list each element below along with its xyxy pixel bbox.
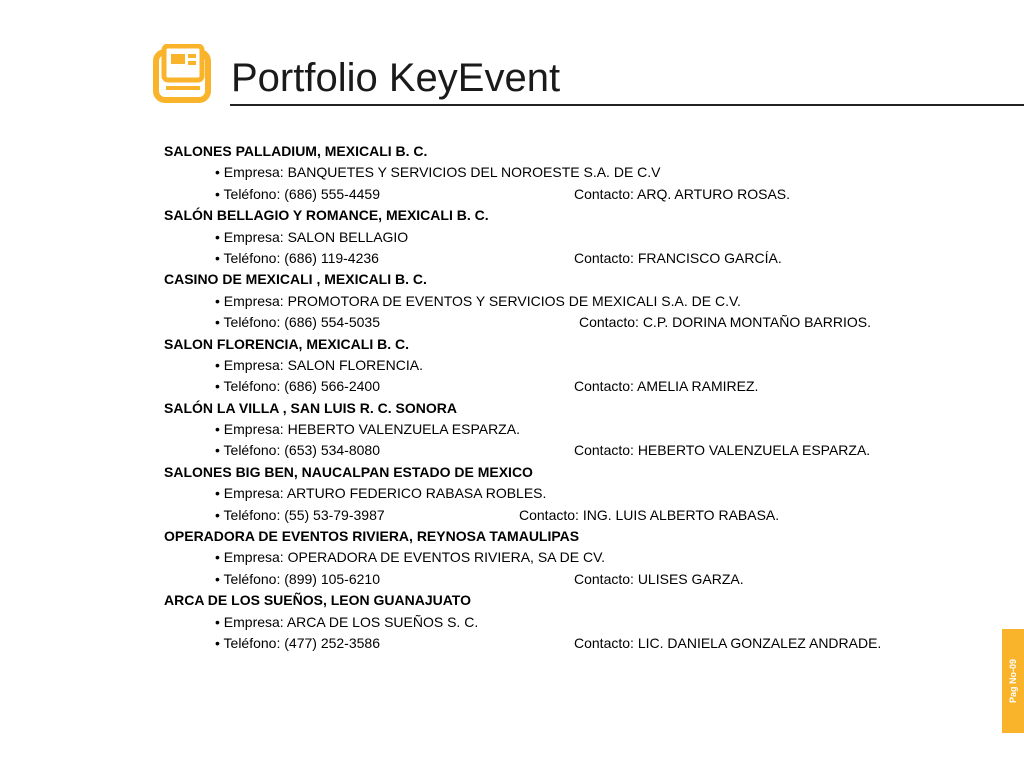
venue-empresa: • Empresa: BANQUETES Y SERVICIOS DEL NOROESTE S.A. DE C.V bbox=[215, 164, 661, 181]
venue-telefono bbox=[164, 569, 964, 590]
telefono-text: • Teléfono: (55) 53-79-3987 bbox=[215, 506, 385, 523]
venue-telefono bbox=[164, 505, 964, 526]
telefono-text: • Teléfono: (653) 534-8080 bbox=[215, 442, 380, 459]
venue-empresa: • Empresa: SALON BELLAGIO bbox=[215, 228, 409, 245]
venue-telefono bbox=[164, 633, 964, 654]
venue-telefono bbox=[164, 376, 964, 397]
telefono-text: • Teléfono: (686) 119-4236 bbox=[215, 249, 379, 266]
venue-entry bbox=[164, 334, 964, 398]
venue-empresa: • Empresa: ARCA DE LOS SUEÑOS S. C. bbox=[215, 613, 479, 630]
contacto-text: Contacto: FRANCISCO GARCÍA. bbox=[574, 249, 782, 266]
telefono-text: • Teléfono: (477) 252-3586 bbox=[215, 634, 380, 651]
venue-list bbox=[164, 141, 964, 654]
contacto-text: Contacto: ULISES GARZA. bbox=[574, 570, 744, 587]
venue-name: CASINO DE MEXICALI , MEXICALI B. C. bbox=[164, 271, 427, 288]
venue-empresa: • Empresa: OPERADORA DE EVENTOS RIVIERA, SA DE CV. bbox=[215, 549, 606, 566]
title-divider bbox=[230, 104, 1024, 106]
venue-empresa: • Empresa: PROMOTORA DE EVENTOS Y SERVICIOS DE MEXICALI S.A. DE C.V. bbox=[215, 292, 741, 309]
contacto-text: Contacto: AMELIA RAMIREZ. bbox=[574, 378, 759, 395]
venue-name: ARCA DE LOS SUEÑOS, LEON GUANAJUATO bbox=[164, 592, 471, 609]
contacto-text: Contacto: ING. LUIS ALBERTO RABASA. bbox=[519, 506, 780, 523]
venue-name: SALONES PALLADIUM, MEXICALI B. C. bbox=[164, 143, 428, 159]
contacto-text: Contacto: LIC. DANIELA GONZALEZ ANDRADE. bbox=[574, 634, 882, 651]
page-title: Portfolio KeyEvent bbox=[231, 56, 561, 100]
venue-entry bbox=[164, 141, 964, 205]
venue-empresa: • Empresa: SALON FLORENCIA. bbox=[215, 356, 423, 373]
telefono-text: • Teléfono: (686) 555-4459 bbox=[215, 185, 380, 202]
venue-name: SALON FLORENCIA, MEXICALI B. C. bbox=[164, 335, 409, 352]
contacto-text: Contacto: C.P. DORINA MONTAÑO BARRIOS. bbox=[579, 314, 871, 331]
venue-entry bbox=[164, 205, 964, 269]
venue-entry bbox=[164, 526, 964, 590]
venue-telefono bbox=[164, 184, 964, 205]
venue-name: OPERADORA DE EVENTOS RIVIERA, REYNOSA TAMAULIPAS bbox=[164, 528, 580, 545]
venue-name: SALONES BIG BEN, NAUCALPAN ESTADO DE MEXICO bbox=[164, 463, 533, 480]
venue-telefono bbox=[164, 312, 964, 333]
venue-empresa: • Empresa: HEBERTO VALENZUELA ESPARZA. bbox=[215, 421, 520, 438]
telefono-text: • Teléfono: (686) 554-5035 bbox=[215, 314, 380, 331]
contacto-text: Contacto: ARQ. ARTURO ROSAS. bbox=[574, 185, 791, 202]
venue-entry bbox=[164, 590, 964, 654]
venue-entry bbox=[164, 269, 964, 333]
page-number-label: Pag No-09 bbox=[1008, 658, 1018, 704]
newspaper-icon bbox=[150, 44, 216, 106]
telefono-text: • Teléfono: (686) 566-2400 bbox=[215, 378, 380, 395]
telefono-text: • Teléfono: (899) 105-6210 bbox=[215, 570, 380, 587]
venue-entry bbox=[164, 398, 964, 462]
venue-telefono bbox=[164, 440, 964, 461]
venue-name: SALÓN LA VILLA , SAN LUIS R. C. SONORA bbox=[164, 399, 457, 416]
venue-telefono bbox=[164, 248, 964, 269]
venue-empresa: • Empresa: ARTURO FEDERICO RABASA ROBLES. bbox=[215, 485, 547, 502]
venue-name: SALÓN BELLAGIO Y ROMANCE, MEXICALI B. C. bbox=[164, 207, 489, 224]
page-number-tab bbox=[1002, 629, 1024, 733]
venue-entry bbox=[164, 462, 964, 526]
contacto-text: Contacto: HEBERTO VALENZUELA ESPARZA. bbox=[574, 442, 871, 459]
